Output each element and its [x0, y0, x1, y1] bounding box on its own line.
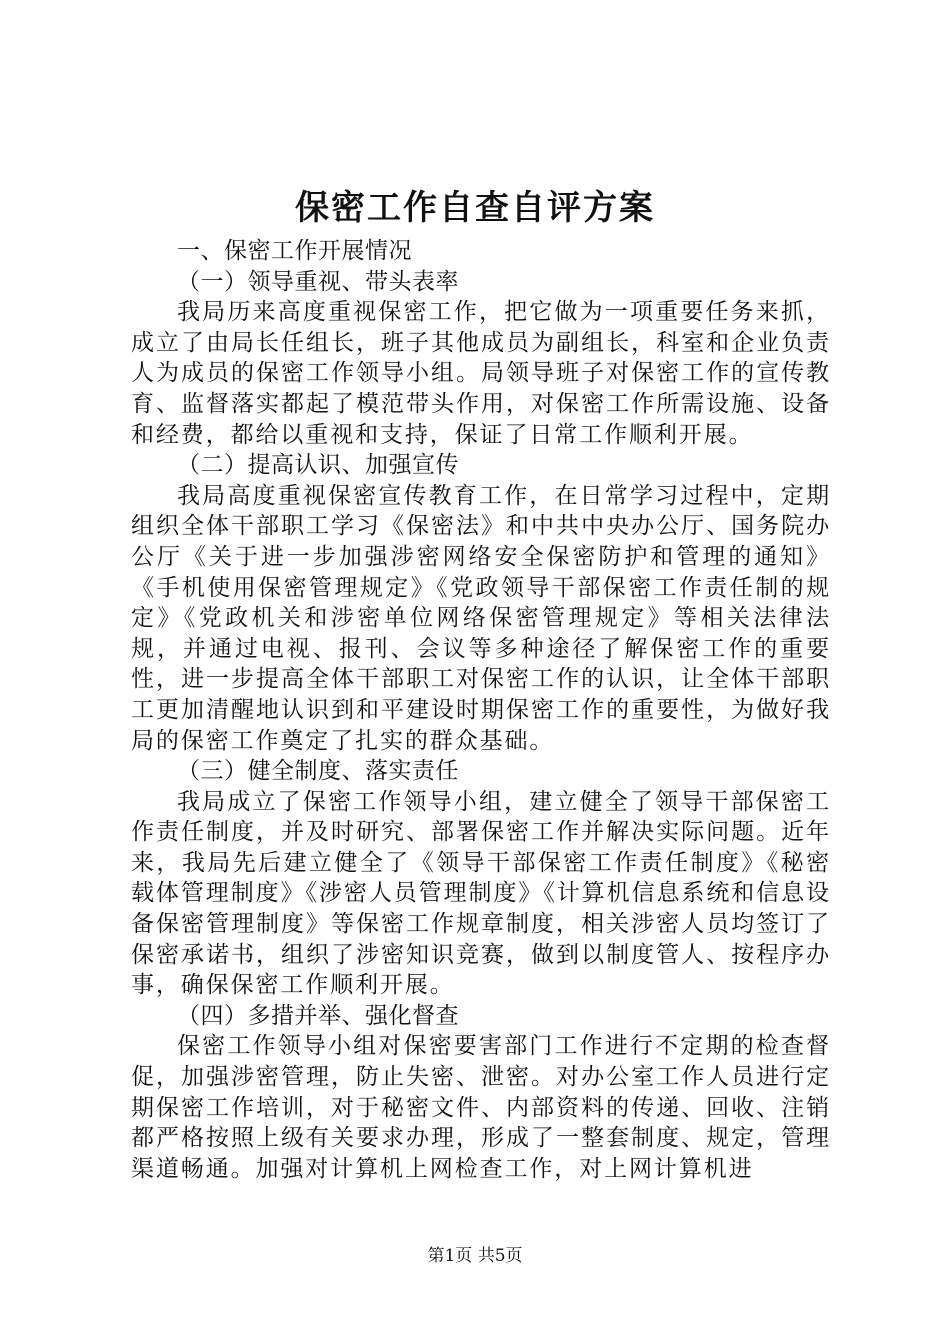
- paragraph-1: 我局历来高度重视保密工作，把它做为一项重要任务来抓，成立了由局长任组长，班子其他成员为副组长，科室和企业负责人为成员的保密工作领导小组。局领导班子对保密工作的宣传教育、监督落实都起了模范带头作用，对保密工作所需设施、设备和经费，都给以重视和支持，保证了日常工作顺利开展。: [131, 299, 831, 448]
- document-body: [131, 236, 831, 1184]
- document-title: 保密工作自查自评方案: [295, 188, 655, 228]
- section-heading-1: 一、保密工作开展情况: [177, 238, 412, 264]
- subheading-4: （四）多措并举、强化督查: [177, 1002, 459, 1029]
- subheading-2: （二）提高认识、加强宣传: [177, 452, 459, 479]
- paragraph-3: 我局成立了保密工作领导小组，建立健全了领导干部保密工作责任制度，并及时研究、部署保密工作并解决实际问题。近年来，我局先后建立健全了《领导干部保密工作责任制度》《秘密载体管理制度》《涉密人员管理制度》《计算机信息系统和信息设备保密管理制度》等保密工作规章制度，相关涉密人员均签订了保密承诺书，组织了涉密知识竞赛，做到以制度管人、按程序办事，确保保密工作顺利开展。: [131, 788, 831, 999]
- paragraph-4: 保密工作领导小组对保密要害部门工作进行不定期的检查督促，加强涉密管理，防止失密、泄密。对办公室工作人员进行定期保密工作培训，对于秘密文件、内部资料的传递、回收、注销都严格按照上级有关要求办理，形成了一整套制度、规定，管理渠道畅通。加强对计算机上网检查工作，对上网计算机进: [131, 1033, 831, 1182]
- page-footer: 第1页 共5页: [427, 1246, 523, 1266]
- subheading-3: （三）健全制度、落实责任: [177, 758, 459, 785]
- paragraph-2: 我局高度重视保密宣传教育工作，在日常学习过程中，定期组织全体干部职工学习《保密法》和中共中央办公厅、国务院办公厅《关于进一步加强涉密网络安全保密防护和管理的通知》《手机使用保密管理规定》《党政领导干部保密工作责任制的规定》《党政机关和涉密单位网络保密管理规定》等相关法律法规，并通过电视、报刊、会议等多种途径了解保密工作的重要性，进一步提高全体干部职工对保密工作的认识，让全体干部职工更加清醒地认识到和平建设时期保密工作的重要性，为做好我局的保密工作奠定了扎实的群众基础。: [131, 482, 831, 754]
- subheading-1: （一）领导重视、带头表率: [177, 268, 459, 295]
